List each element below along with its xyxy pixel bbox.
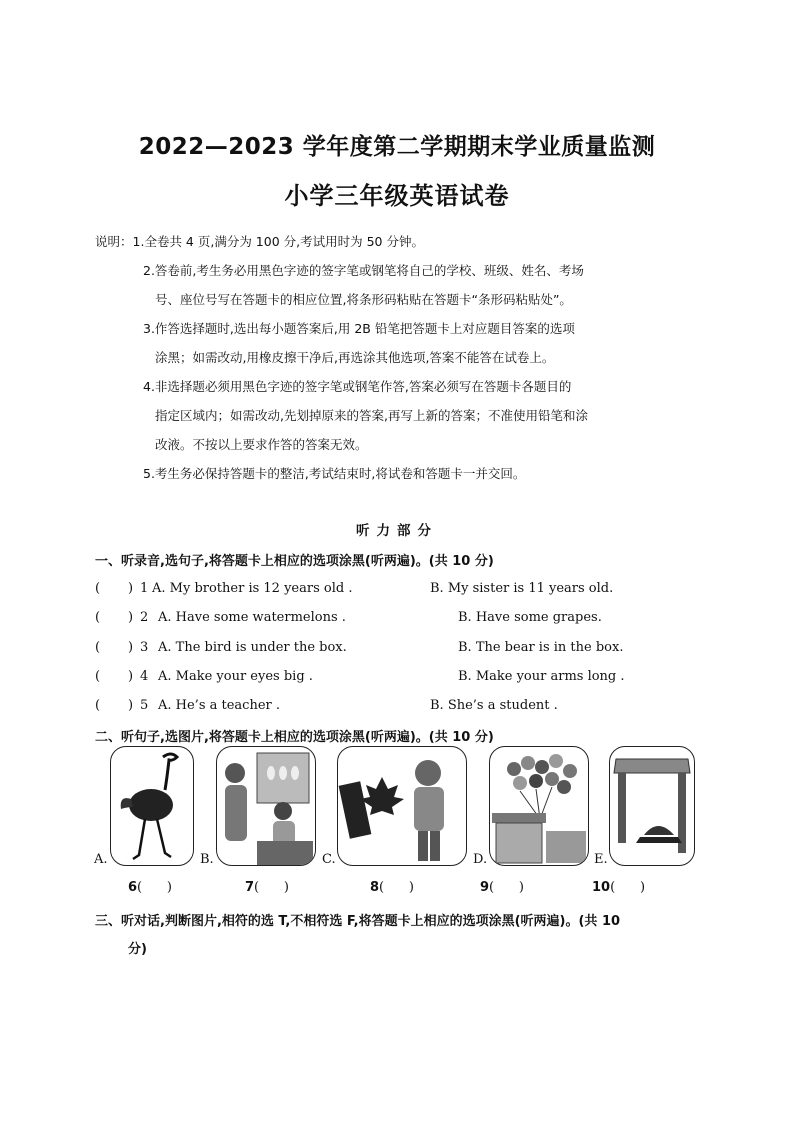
answer-9: 9( ) [480, 880, 524, 895]
q2-number: 2 [140, 610, 149, 625]
instruction-5: 5.考生务必保持答题卡的整洁,考试结束时,将试卷和答题卡一并交回。 [143, 466, 526, 481]
picture-a-ostrich [110, 746, 194, 866]
section3-heading-line1: 三、听对话,判断图片,相符的选 T,不相符选 F,将答题卡上相应的选项涂黑(听两遍)。(共 10 [95, 914, 621, 929]
q3-option-a: A. The bird is under the box. [158, 640, 347, 655]
picture-b-children [216, 746, 316, 866]
answer-8: 8( ) [370, 880, 414, 895]
answer-10: 10( ) [592, 880, 646, 895]
q1-number: 1 [140, 581, 149, 596]
desk-cap-icon [610, 747, 694, 865]
q5-paren-close: ) [128, 698, 134, 713]
picture-e-desk-cap [609, 746, 695, 866]
picture-a-label: A. [94, 852, 108, 867]
q2-paren-open: ( [95, 610, 101, 625]
q1-paren-open: ( [95, 581, 101, 596]
q5-option-b: B. She’s a student . [430, 698, 558, 713]
picture-e-label: E. [594, 852, 608, 867]
answer-7: 7( ) [245, 880, 289, 895]
q5-paren-open: ( [95, 698, 101, 713]
q2-option-a: A. Have some watermelons . [158, 610, 346, 625]
picture-d-balloons [489, 746, 589, 866]
q3-paren-close: ) [128, 640, 134, 655]
q1-paren-close: ) [128, 581, 134, 596]
q2-paren-close: ) [128, 610, 134, 625]
q1-option-a: A. My brother is 12 years old . [152, 581, 353, 596]
instruction-4-line2: 指定区域内；如需改动,先划掉原来的答案,再写上新的答案；不准使用铅笔和涂 [155, 408, 588, 423]
picture-b-label: B. [200, 852, 214, 867]
listening-part-title: 听力部分 [356, 523, 438, 539]
q5-number: 5 [140, 698, 149, 713]
flag-boy-icon [338, 747, 466, 865]
children-icon [217, 747, 315, 865]
instruction-4-line1: 4.非选择题必须用黑色字迹的签字笔或钢笔作答,答案必须写在答题卡各题目的 [143, 379, 572, 394]
q3-paren-open: ( [95, 640, 101, 655]
picture-d-label: D. [473, 852, 488, 867]
section2-heading: 二、听句子,选图片,将答题卡上相应的选项涂黑(听两遍)。(共 10 分) [95, 730, 494, 745]
picture-c-label: C. [322, 852, 336, 867]
q4-paren-open: ( [95, 669, 101, 684]
instruction-4-line3: 改液。不按以上要求作答的答案无效。 [155, 437, 368, 452]
q3-number: 3 [140, 640, 149, 655]
q2-option-b: B. Have some grapes. [458, 610, 602, 625]
balloons-icon [490, 747, 588, 865]
ostrich-icon [111, 747, 193, 865]
instruction-2-line2: 号、座位号写在答题卡的相应位置,将条形码粘贴在答题卡“条形码粘贴处”。 [155, 292, 572, 307]
exam-subtitle: 小学三年级英语试卷 [284, 182, 510, 210]
instruction-3-line2: 涂黑；如需改动,用橡皮擦干净后,再选涂其他选项,答案不能答在试卷上。 [155, 350, 555, 365]
picture-c-flag-boy [337, 746, 467, 866]
q4-option-b: B. Make your arms long . [458, 669, 625, 684]
q1-option-b: B. My sister is 11 years old. [430, 581, 614, 596]
answer-6: 6( ) [128, 880, 172, 895]
exam-title: 2022—2023 学年度第二学期期末学业质量监测 [138, 134, 656, 160]
q5-option-a: A. He’s a teacher . [158, 698, 280, 713]
section1-heading: 一、听录音,选句子,将答题卡上相应的选项涂黑(听两遍)。(共 10 分) [95, 554, 494, 569]
q3-option-b: B. The bear is in the box. [458, 640, 624, 655]
instructions-prefix: 说明：1.全卷共 4 页,满分为 100 分,考试用时为 50 分钟。 [95, 234, 424, 249]
q4-paren-close: ) [128, 669, 134, 684]
q4-option-a: A. Make your eyes big . [158, 669, 313, 684]
section3-heading-line2: 分) [128, 942, 147, 957]
instruction-2-line1: 2.答卷前,考生务必用黑色字迹的签字笔或钢笔将自己的学校、班级、姓名、考场 [143, 263, 584, 278]
instruction-3-line1: 3.作答选择题时,选出每小题答案后,用 2B 铅笔把答题卡上对应题目答案的选项 [143, 321, 575, 336]
q4-number: 4 [140, 669, 149, 684]
instruction-1: 1.全卷共 4 页,满分为 100 分,考试用时为 50 分钟。 [132, 234, 424, 249]
